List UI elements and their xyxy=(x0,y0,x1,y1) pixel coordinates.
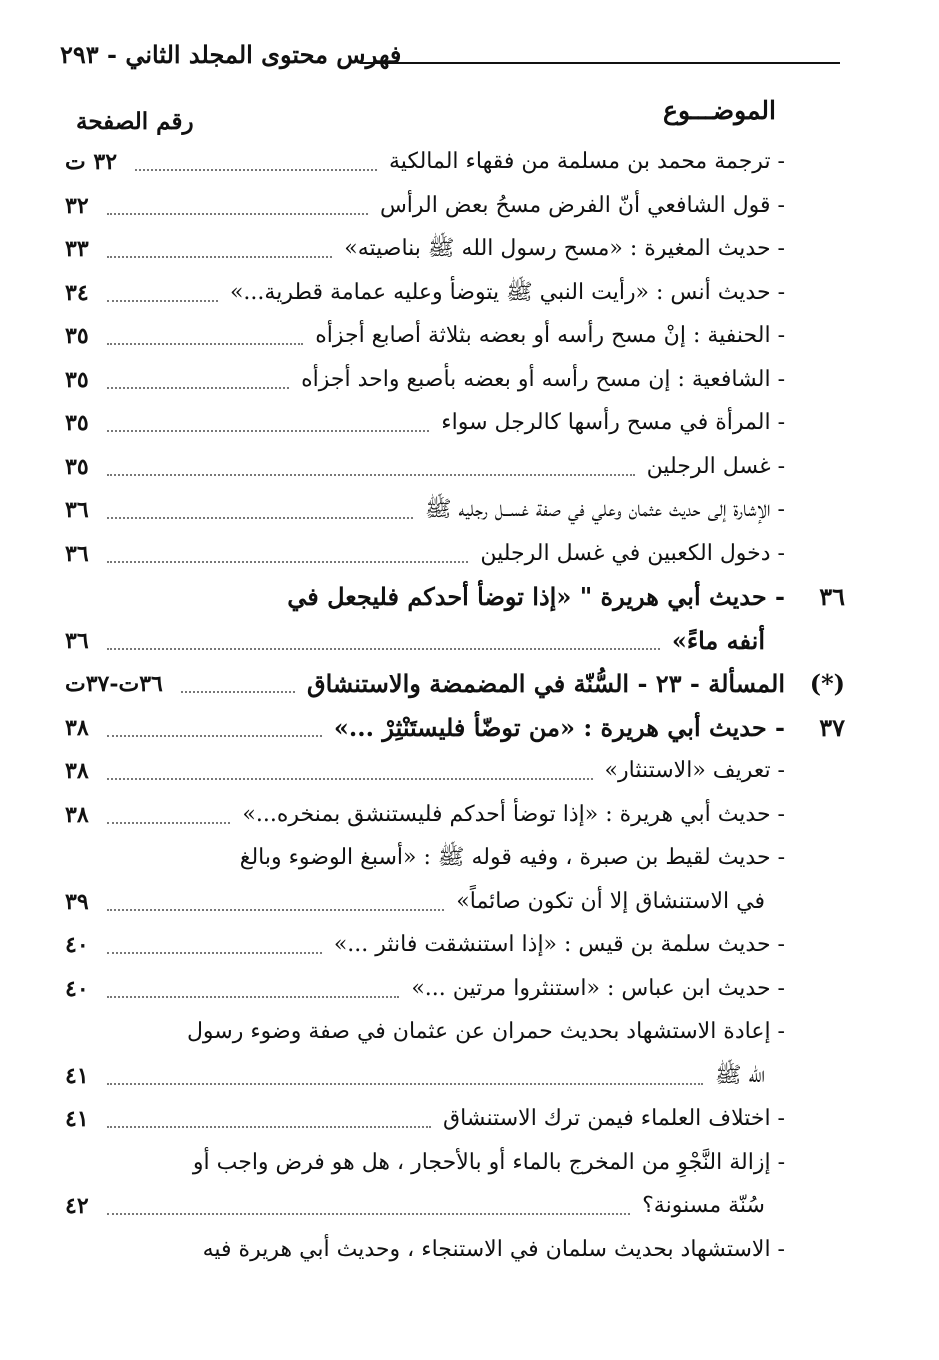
entry-page-number: ٣٢ ت xyxy=(65,149,118,175)
entry-page-number: ٣٥ xyxy=(65,453,89,480)
index-entry xyxy=(55,403,845,443)
index-entry xyxy=(55,186,845,226)
entry-text: - ترجمة محمد بن مسلمة من فقهاء المالكية xyxy=(389,149,785,174)
leader-dots xyxy=(107,822,230,824)
entry-text: - الإشارة إلى حديث عثمان وعلي في صفة غســل رجليه ﷺ xyxy=(424,497,785,522)
header-rule xyxy=(360,62,840,64)
index-entry xyxy=(55,708,845,748)
column-heading-topic: الموضـــوع xyxy=(663,96,776,125)
index-entry xyxy=(55,838,845,878)
entry-text: - حديث أنس : «رأيت النبي ﷺ يتوضأ وعليه عمامة قطرية...» xyxy=(229,279,785,305)
entry-text: - إعادة الاستشهاد بحديث حمران عن عثمان في صفة وضوء رسول xyxy=(186,1019,785,1044)
leader-dots xyxy=(135,169,377,171)
entry-page-number: ٤٢ xyxy=(65,1193,89,1219)
entry-text: - إزالة النَّجْوِ من المخرج بالماء أو بالأحجار ، هل هو فرض واجب أو xyxy=(192,1149,785,1175)
entry-text: أنفه ماءً» xyxy=(671,625,765,655)
leader-dots xyxy=(107,387,289,389)
index-entry xyxy=(55,1099,845,1139)
entry-page-number: ٤١ xyxy=(65,1106,89,1132)
entry-page-number: ٣٢ xyxy=(65,192,89,219)
index-entry xyxy=(55,925,845,965)
entry-page-number: ٣٥ xyxy=(65,366,89,393)
entry-text: الله ﷺ xyxy=(714,1062,765,1088)
entry-text: - المرأة في مسح رأسها كالرجل سواء xyxy=(441,410,785,435)
entry-page-number: ٤١ xyxy=(65,1062,89,1089)
index-entry xyxy=(55,795,845,835)
index-entry xyxy=(55,621,845,661)
entry-text: - الشافعية : إن مسح رأسه أو بعضه بأصبع واحد أجزأه xyxy=(301,366,785,392)
index-entry xyxy=(55,229,845,269)
index-entry xyxy=(55,273,845,313)
entry-text: في الاستنشاق إلا أن تكون صائماً» xyxy=(456,888,765,914)
entry-page-number: ٣٦ xyxy=(65,627,89,654)
index-entry xyxy=(55,142,845,182)
entry-text: - حديث لقيط بن صبرة ، وفيه قوله ﷺ : «أسبغ الوضوء وبالغ xyxy=(239,845,785,870)
entry-text: - حديث أبي هريرة " «إذا توضأ أحدكم فليجعل في xyxy=(287,582,785,611)
leader-dots xyxy=(181,691,295,693)
entry-page-number: ٣٣ xyxy=(65,236,89,262)
leader-dots xyxy=(107,256,332,258)
leader-dots xyxy=(107,1126,431,1128)
page-header xyxy=(60,40,840,80)
entry-text: - دخول الكعبين في غسل الرجلين xyxy=(480,540,785,566)
index-entry xyxy=(55,664,845,704)
leader-dots xyxy=(107,648,660,650)
entry-text: - حديث المغيرة : «مسح رسول الله ﷺ بناصيته» xyxy=(344,236,785,261)
entry-text: - حديث سلمة بن قيس : «إذا استنشقت فانثر ...» xyxy=(333,932,785,957)
index-entry xyxy=(55,882,845,922)
index-entry xyxy=(55,577,845,617)
index-entry xyxy=(55,1012,845,1052)
leader-dots xyxy=(107,909,444,911)
entry-page-number: ٤٠ xyxy=(65,932,89,958)
leader-dots xyxy=(107,213,368,215)
leader-dots xyxy=(107,1213,630,1215)
leader-dots xyxy=(107,474,635,476)
entry-text: - قول الشافعي أنّ الفرض مسحُ بعض الرأس xyxy=(379,192,785,218)
entry-page-number: ٣٨ xyxy=(65,801,89,828)
entry-text: - غسل الرجلين xyxy=(646,453,785,479)
index-entry xyxy=(55,969,845,1009)
leader-dots xyxy=(107,1083,703,1085)
entry-page-number: ٣٥ xyxy=(65,323,89,349)
index-entry xyxy=(55,1186,845,1226)
leader-dots xyxy=(107,300,218,302)
entry-text: - حديث ابن عباس : «استنثروا مرتين ...» xyxy=(411,975,785,1001)
leader-dots xyxy=(107,430,429,432)
entry-text: - الحنفية : إنْ مسح رأسه أو بعضه بثلاثة أصابع أجزأه xyxy=(315,323,785,348)
entry-page-number: ٣٦ xyxy=(65,497,89,523)
index-entry xyxy=(55,447,845,487)
entry-text: - تعريف «الاستنثار» xyxy=(604,758,785,783)
entry-page-number: ٣٨ xyxy=(65,758,89,784)
entry-number: (*) xyxy=(809,669,845,698)
entry-text: سُنّة مسنونة؟ xyxy=(642,1193,765,1218)
leader-dots xyxy=(107,735,322,737)
entry-page-number: ٣٦ت-٣٧ت xyxy=(65,671,163,697)
entry-text: المسألة - ٢٣ - السُّنّة في المضمضة والاستنشاق xyxy=(306,669,785,698)
entry-text: - حديث أبي هريرة : «من توضّأ فليستَنْثِرْ ...» xyxy=(333,712,785,742)
entry-page-number: ٣٤ xyxy=(65,279,89,306)
entry-page-number: ٤٠ xyxy=(65,975,89,1002)
entry-text: - الاستشهاد بحديث سلمان في الاستنجاء ، وحديث أبي هريرة فيه xyxy=(202,1236,785,1262)
entry-text: - اختلاف العلماء فيمن ترك الاستنشاق xyxy=(443,1106,785,1131)
leader-dots xyxy=(107,561,468,563)
column-heading-page: رقم الصفحة xyxy=(76,108,194,135)
entry-page-number: ٣٥ xyxy=(65,410,89,436)
entry-text: - حديث أبي هريرة : «إذا توضأ أحدكم فليستنشق بمنخره...» xyxy=(242,801,785,827)
leader-dots xyxy=(107,517,413,519)
index-entry xyxy=(55,751,845,791)
leader-dots xyxy=(107,996,399,998)
leader-dots xyxy=(107,343,303,345)
entry-number: ٣٦ xyxy=(819,582,845,611)
entry-page-number: ٣٩ xyxy=(65,888,89,915)
header-title: فهرس محتوى المجلد الثاني - ٢٩٣ xyxy=(60,40,402,69)
leader-dots xyxy=(107,952,322,954)
index-entry xyxy=(55,316,845,356)
leader-dots xyxy=(107,778,593,780)
index-entry xyxy=(55,490,845,530)
entry-page-number: ٣٦ xyxy=(65,540,89,567)
index-entry xyxy=(55,534,845,574)
index-entry xyxy=(55,1143,845,1183)
index-entry xyxy=(55,360,845,400)
index-entry xyxy=(55,1230,845,1270)
entry-page-number: ٣٨ xyxy=(65,714,89,741)
entry-number: ٣٧ xyxy=(819,712,845,742)
index-entry xyxy=(55,1056,845,1096)
